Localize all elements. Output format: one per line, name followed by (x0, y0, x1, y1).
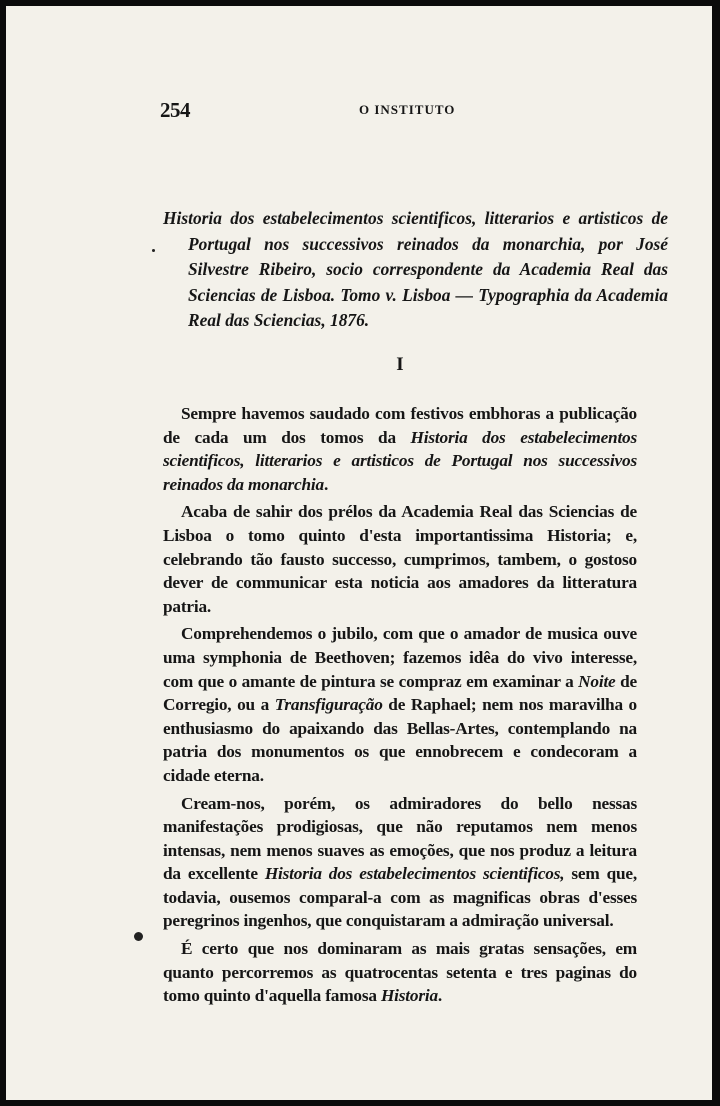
paragraph-3 (163, 622, 637, 787)
artwork-title-italic-2: Transfiguração (274, 695, 383, 715)
paragraph-3-text-2: de Corregio, ou a (163, 671, 637, 715)
paragraph-1-end: . (323, 474, 329, 494)
body-text (163, 402, 637, 1012)
paragraph-3-text-3: de Raphael; nem nos maravilha o enthusiasmo do apaixando das Bellas-Artes, contemplando na patria dos monumentos os que ennobrecem e condecoram a cidade eterna. (163, 695, 637, 785)
running-head: O INSTITUTO (359, 102, 456, 117)
paragraph-4 (163, 792, 637, 934)
paragraph-5-end: . (437, 986, 443, 1006)
section-number: I (396, 354, 404, 375)
paragraph-5 (163, 937, 637, 1008)
page-header (160, 98, 640, 122)
paragraph-1-text: Sempre havemos saudado com festivos embhoras a publicação de cada um dos tomos da (163, 404, 637, 447)
paragraph-4-text-2: sem que, todavia, ousemos comparal-a com as magnificas obras d'esses peregrinos ingenhos, que conquistaram a admiração universal. (163, 864, 637, 931)
paragraph-3-text: Comprehendemos o jubilo, com que o amador de musica ouve uma symphonia de Beethoven; fazemos idêa do vivo interesse, com que o amante de pintura se compraz em examinar a (163, 624, 637, 691)
book-title-italic-2: Historia dos estabelecimentos scientificos, (264, 864, 565, 884)
book-title-italic: Historia dos estabelecimentos scientificos, litterarios e artisticos de Portugal nos successivos reinados da monarchia (163, 427, 638, 494)
paragraph-1 (163, 402, 637, 496)
ink-dot (152, 249, 155, 252)
book-citation: Historia dos estabelecimentos scientificos, litterarios e artisticos de Portugal nos successivos reinados da monarchia, por José Silvestre Ribeiro, socio correspondente da Academia Real das Sciencias de Lisboa. Tomo v. Lisboa — Typographia da Academia Real das Sciencias, 1876. (163, 208, 668, 330)
paragraph-4-text: Cream-nos, porém, os admiradores do bello nessas manifestações prodigiosas, que não reputamos nem menos intensas, nem menos suaves as emoções, que nos produz a leitura da excellente (163, 793, 637, 884)
book-page (6, 6, 712, 1100)
book-title-italic-3: Historia (380, 986, 438, 1006)
artwork-title-italic: Noite (578, 671, 616, 691)
paragraph-5-text: É certo que nos dominaram as mais gratas sensações, em quanto percorremos as quatrocentas setenta e tres paginas do tomo quinto d'aquella famosa (163, 939, 637, 1006)
paragraph-2: Acaba de sahir dos prélos da Academia Real das Sciencias de Lisboa o tomo quinto d'esta importantissima Historia; e, celebrando tão fausto successo, cumprimos, tambem, o gostoso dever de communicar esta noticia aos amadores da litteratura patria. (163, 502, 637, 616)
page-number: 254 (160, 98, 190, 122)
ink-blot (134, 932, 143, 941)
